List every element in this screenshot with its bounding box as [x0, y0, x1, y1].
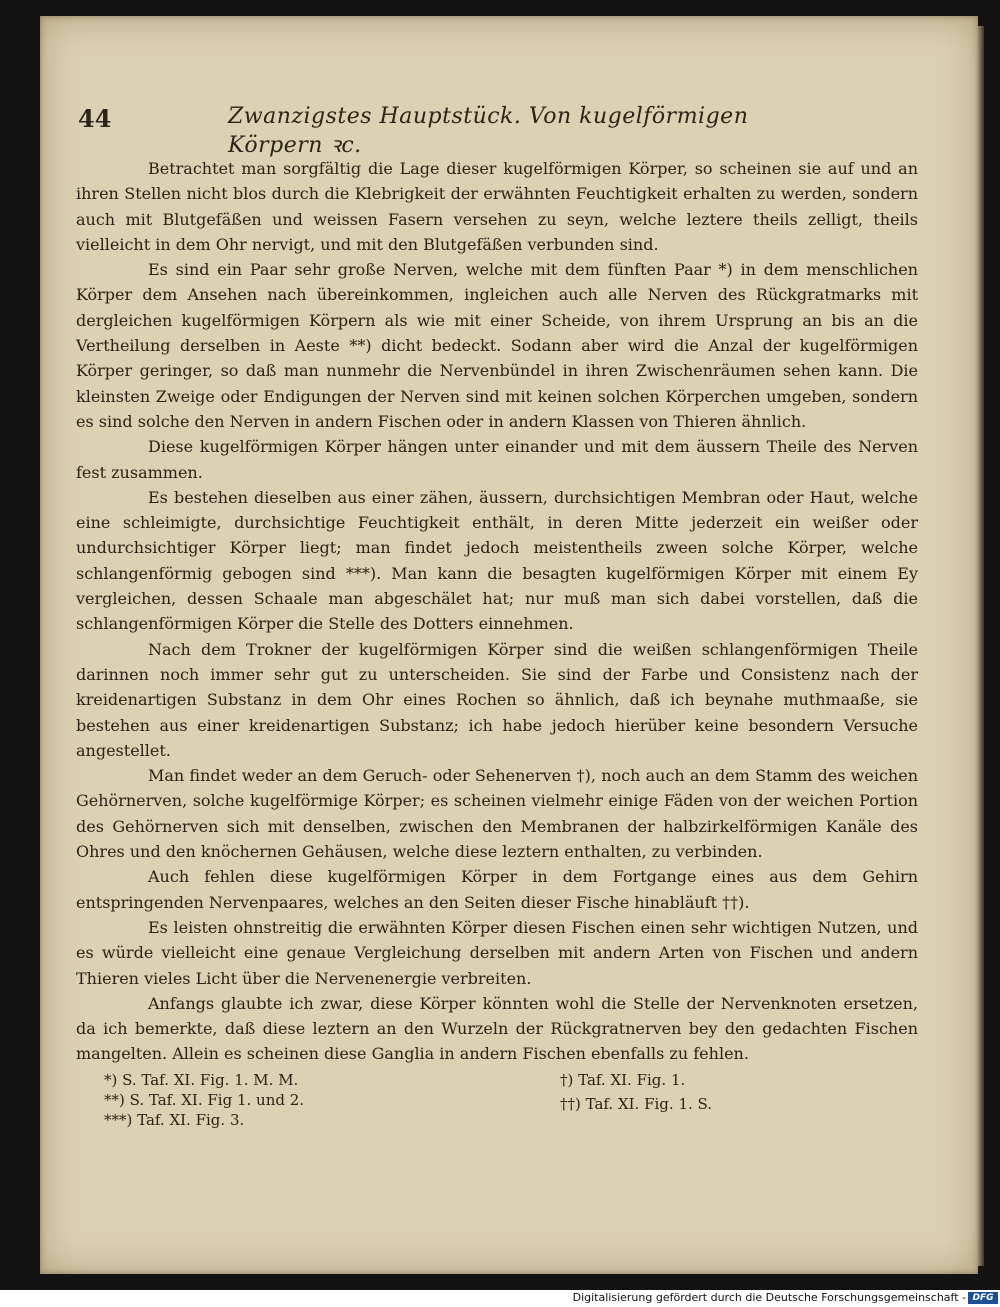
footnotes-left	[104, 1070, 464, 1130]
footnotes	[104, 1070, 864, 1140]
paragraph-2: Es sind ein Paar sehr große Nerven, welche mit dem fünften Paar *) in dem menschlichen Körper dem Ansehen nach übereinkommen, ingleichen auch alle Nerven des Rückgratmarks mit dergleichen kugelförmigen Körpern als wie mit einer Scheide, von ihrem Ursprung an bis an die Vertheilung derselben in Aeste **) dicht bedeckt. Sodann aber wird die Anzal der kugelförmigen Körper geringer, so daß man nunmehr die Nervenbündel in ihren Zwischenräumen sehen kann. Die kleinsten Zweige oder Endigungen der Nerven sind mit keinen solchen Körperchen umgeben, sondern es sind solche den Nerven in andern Fischen oder in andern Klassen von Thieren ähnlich.	[76, 260, 918, 431]
footnote: *) S. Taf. XI. Fig. 1. M. M.	[104, 1071, 299, 1089]
paragraph-8: Es leisten ohnstreitig die erwähnten Körper diesen Fischen einen sehr wichtigen Nutzen, und es würde vielleicht eine genaue Vergleichung derselben mit andern Arten von Fischen und andern Thieren vieles Licht über die Nervenenergie verbreiten.	[76, 917, 918, 988]
dfg-logo: DFG	[968, 1292, 998, 1304]
page-edge	[978, 26, 984, 1266]
paragraph-4: Es bestehen dieselben aus einer zähen, äussern, durchsichtigen Membran oder Haut, welche eine schleimigte, durchsichtige Feuchtigkeit enthält, in deren Mitte jederzeit ein weißer oder undurchsichtiger Körper liegt; man findet jedoch meistentheils zween solche Körper, welche schlangenförmig gebogen sind ***). Man kann die besagten kugelförmigen Körper mit einem Ey vergleichen, dessen Schaale man abgeschälet hat; nur muß man sich dabei vorstellen, daß die schlangenförmigen Körper die Stelle des Dotters einnehmen.	[76, 487, 918, 634]
footnote: **) S. Taf. XI. Fig 1. und 2.	[104, 1091, 305, 1109]
running-head: Zwanzigstes Hauptstück. Von kugelförmigen Körpern ꝛc.	[228, 104, 749, 158]
paragraph-7: Auch fehlen diese kugelförmigen Körper in dem Fortgange eines aus dem Gehirn entspringenden Nervenpaares, welches an den Seiten dieser Fische hinabläuft ††).	[76, 867, 918, 912]
footnote: ††) Taf. XI. Fig. 1. S.	[560, 1095, 713, 1113]
page-number: 44	[78, 104, 112, 133]
digitization-bar	[0, 1290, 1000, 1307]
page-header	[78, 104, 778, 158]
paragraph-6: Man findet weder an dem Geruch- oder Sehenerven †), noch auch an dem Stamm des weichen Gehörnerven, solche kugelförmige Körper; es scheinen vielmehr einige Fäden von der weichen Portion des Gehörnerven sich mit denselben, zwischen den Membranen der halbzirkelförmigen Kanäle des Ohres und den knöchernen Gehäusen, welche diese leztern enthalten, zu verbinden.	[76, 766, 918, 862]
paragraph-9: Anfangs glaubte ich zwar, diese Körper könnten wohl die Stelle der Nervenknoten ersetzen, da ich bemerkte, daß diese leztern an den Wurzeln der Rückgratnerven bey den gedachten Fischen mangelten. Allein es scheinen diese Ganglia in andern Fischen ebenfalls zu fehlen.	[76, 993, 918, 1064]
footnote: †) Taf. XI. Fig. 1.	[560, 1071, 686, 1089]
footnote: ***) Taf. XI. Fig. 3.	[104, 1111, 245, 1129]
body-text	[76, 156, 918, 1067]
dfg-credit: Digitalisierung gefördert durch die Deutsche Forschungsgemeinschaft -	[572, 1291, 966, 1304]
footnotes-right	[560, 1070, 860, 1118]
paragraph-5: Nach dem Trokner der kugelförmigen Körper sind die weißen schlangenförmigen Theile darinnen noch immer sehr gut zu unterscheiden. Sie sind der Farbe und Consistenz nach der kreidenartigen Substanz in dem Ohr eines Rochen so ähnlich, daß ich beynahe muthmaaße, sie bestehen aus einer kreidenartigen Substanz; ich habe jedoch hierüber keine besondern Versuche angestellet.	[76, 639, 918, 760]
paragraph-3: Diese kugelförmigen Körper hängen unter einander und mit dem äussern Theile des Nerven fest zusammen.	[76, 437, 918, 482]
paragraph-1: Betrachtet man sorgfältig die Lage dieser kugelförmigen Körper, so scheinen sie auf und an ihren Stellen nicht blos durch die Klebrigkeit der erwähnten Feuchtigkeit erhalten zu werden, sondern auch mit Blutgefäßen und weissen Fasern versehen zu seyn, welche leztere theils zelligt, theils vielleicht in dem Ohr nervigt, und mit den Blutgefäßen verbunden sind.	[76, 159, 918, 254]
